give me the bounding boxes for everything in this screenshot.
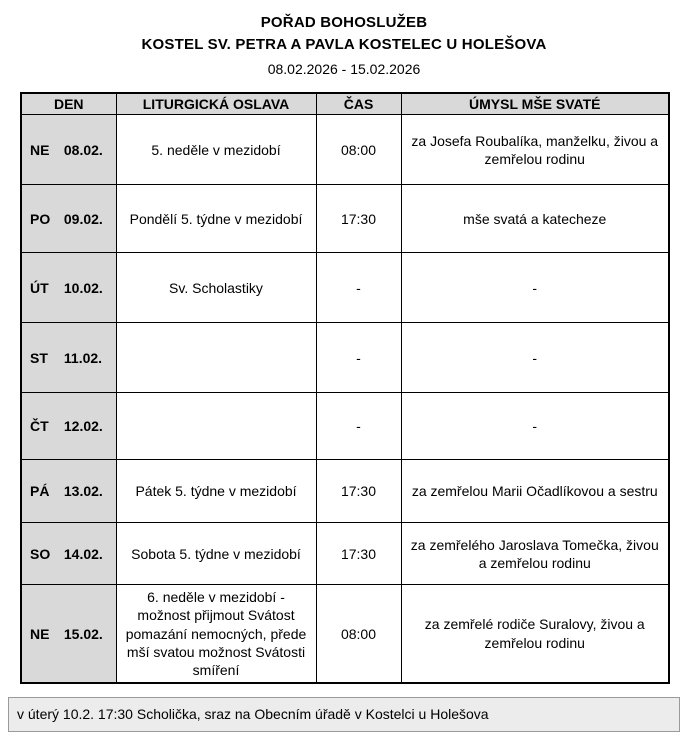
liturgy-cell: 5. neděle v mezidobí	[116, 115, 316, 185]
time-cell: 17:30	[316, 523, 401, 585]
day-abbr: PO	[30, 210, 51, 227]
day-abbr: ÚT	[30, 279, 49, 296]
day-cell	[21, 460, 116, 523]
intention-cell: -	[401, 323, 669, 393]
footer-note: v úterý 10.2. 17:30 Scholička, sraz na Obecním úřadě v Kostelci u Holešova	[8, 697, 680, 732]
intention-cell: za zemřelou Marii Očadlíkovou a sestru	[401, 460, 669, 523]
table-row	[21, 585, 669, 683]
liturgy-cell: Sv. Scholastiky	[116, 253, 316, 323]
column-header-umysl: ÚMYSL MŠE SVATÉ	[401, 93, 669, 115]
day-cell	[21, 253, 116, 323]
intention-cell: za zemřelého Jaroslava Tomečka, živou a zemřelou rodinu	[401, 523, 669, 585]
table-row	[21, 323, 669, 393]
schedule-table	[20, 92, 670, 684]
liturgy-cell	[116, 323, 316, 393]
time-cell: 08:00	[316, 115, 401, 185]
day-abbr: ST	[30, 349, 48, 366]
liturgy-cell	[116, 393, 316, 460]
church-name: KOSTEL SV. PETRA A PAVLA KOSTELEC U HOLEŠOVA	[141, 35, 547, 53]
table-header-row	[21, 93, 669, 115]
day-cell	[21, 185, 116, 253]
day-abbr: PÁ	[30, 483, 50, 500]
day-date: 13.02.	[63, 483, 103, 500]
date-range: 08.02.2026 - 15.02.2026	[267, 60, 421, 77]
time-cell: -	[316, 253, 401, 323]
time-cell: 08:00	[316, 585, 401, 683]
day-abbr: ČT	[30, 418, 49, 435]
table-row	[21, 393, 669, 460]
time-cell: 17:30	[316, 460, 401, 523]
column-header-oslava: LITURGICKÁ OSLAVA	[116, 93, 316, 115]
intention-cell: -	[401, 253, 669, 323]
liturgy-cell: 6. neděle v mezidobí - možnost přijmout Svátost pomazání nemocných, přede mší svatou možnost Svátosti smíření	[116, 585, 316, 683]
day-abbr: SO	[30, 545, 51, 562]
day-cell	[21, 115, 116, 185]
day-date: 12.02.	[63, 418, 103, 435]
time-cell: -	[316, 323, 401, 393]
table-row	[21, 460, 669, 523]
page-header	[0, 12, 688, 78]
table-row	[21, 185, 669, 253]
table-row	[21, 253, 669, 323]
day-date: 14.02.	[63, 545, 103, 562]
day-abbr: NE	[30, 141, 50, 158]
table-row	[21, 523, 669, 585]
day-date: 10.02.	[63, 279, 103, 296]
column-header-den: DEN	[21, 93, 116, 115]
day-date: 08.02.	[63, 141, 103, 158]
intention-cell: mše svatá a katecheze	[401, 185, 669, 253]
intention-cell: za Josefa Roubalíka, manželku, živou a zemřelou rodinu	[401, 115, 669, 185]
liturgy-cell: Pondělí 5. týdne v mezidobí	[116, 185, 316, 253]
day-abbr: NE	[30, 625, 50, 642]
page-title: POŘAD BOHOSLUŽEB	[260, 14, 428, 31]
time-cell: -	[316, 393, 401, 460]
day-date: 11.02.	[63, 349, 103, 366]
day-cell	[21, 585, 116, 683]
column-header-cas: ČAS	[316, 93, 401, 115]
intention-cell: za zemřelé rodiče Suralovy, živou a zemřelou rodinu	[401, 585, 669, 683]
intention-cell: -	[401, 393, 669, 460]
day-cell	[21, 393, 116, 460]
day-date: 15.02.	[63, 625, 103, 642]
day-date: 09.02.	[63, 210, 103, 227]
liturgy-cell: Pátek 5. týdne v mezidobí	[116, 460, 316, 523]
day-cell	[21, 323, 116, 393]
liturgy-cell: Sobota 5. týdne v mezidobí	[116, 523, 316, 585]
day-cell	[21, 523, 116, 585]
table-row	[21, 115, 669, 185]
time-cell: 17:30	[316, 185, 401, 253]
